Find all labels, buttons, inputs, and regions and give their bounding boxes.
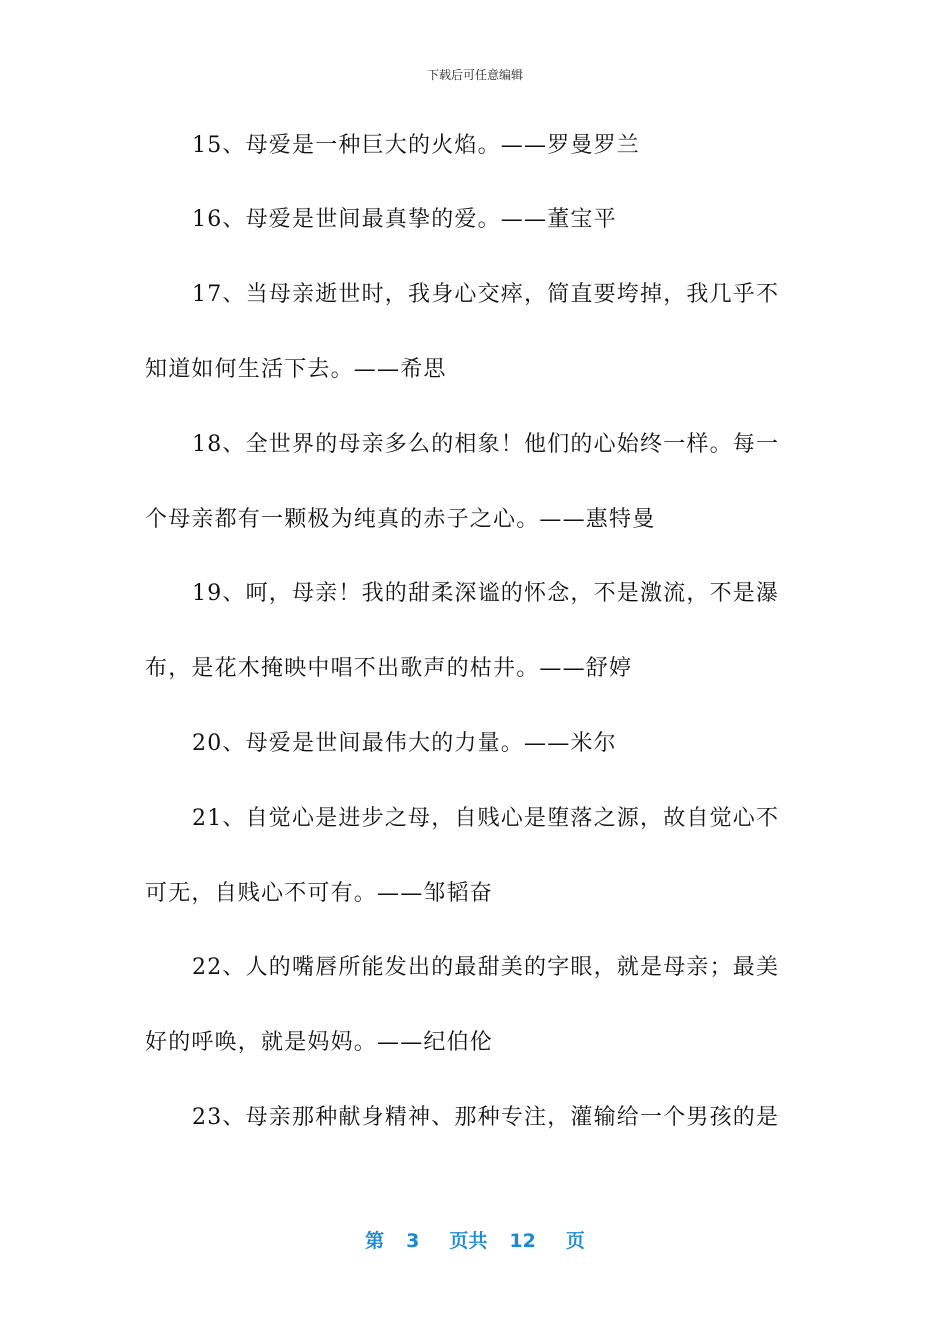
page-number-footer bbox=[0, 1226, 950, 1253]
footer-middle: 页共 bbox=[449, 1230, 488, 1252]
text-line: 21、自觉心是进步之母，自贱心是堕落之源，故自觉心不 bbox=[192, 806, 780, 831]
text-line: 17、当母亲逝世时，我身心交瘁，简直要垮掉，我几乎不 bbox=[192, 282, 780, 307]
total-pages-number: 12 bbox=[509, 1230, 536, 1252]
text-line: 19、呵，母亲！我的甜柔深谧的怀念，不是激流，不是瀑 bbox=[192, 581, 780, 606]
footer-prefix: 第 bbox=[365, 1230, 385, 1252]
text-line: 布，是花木掩映中唱不出歌声的枯井。——舒婷 bbox=[145, 656, 633, 681]
text-line: 可无，自贱心不可有。——邹韬奋 bbox=[145, 881, 494, 906]
text-line: 16、母爱是世间最真挚的爱。——董宝平 bbox=[192, 207, 617, 232]
text-line: 23、母亲那种献身精神、那种专注，灌输给一个男孩的是 bbox=[192, 1105, 780, 1130]
text-line: 20、母爱是世间最伟大的力量。——米尔 bbox=[192, 731, 617, 756]
page-header-note: 下载后可任意编辑 bbox=[426, 68, 523, 82]
text-line: 15、母爱是一种巨大的火焰。——罗曼罗兰 bbox=[192, 133, 640, 158]
text-line: 18、全世界的母亲多么的相象！他们的心始终一样。每一 bbox=[192, 432, 780, 457]
text-line: 好的呼唤，就是妈妈。——纪伯伦 bbox=[145, 1030, 494, 1055]
text-line: 个母亲都有一颗极为纯真的赤子之心。——惠特曼 bbox=[145, 507, 656, 532]
text-line: 知道如何生活下去。——希思 bbox=[145, 357, 447, 382]
current-page-number: 3 bbox=[406, 1230, 420, 1252]
text-line: 22、人的嘴唇所能发出的最甜美的字眼，就是母亲；最美 bbox=[192, 955, 780, 980]
footer-suffix: 页 bbox=[565, 1230, 585, 1252]
